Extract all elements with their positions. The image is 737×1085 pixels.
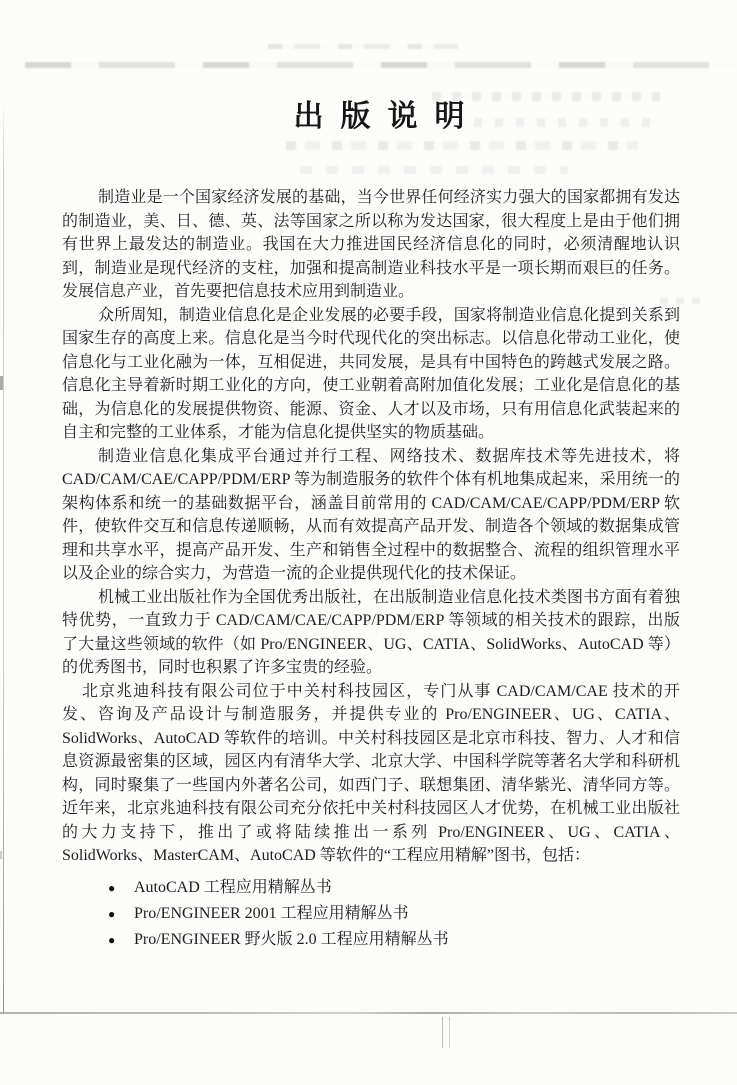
list-item <box>62 901 680 927</box>
bullet-icon: ● <box>108 906 116 921</box>
scan-speck <box>0 851 2 859</box>
bullet-icon: ● <box>108 932 116 947</box>
book-series-title: Pro/ENGINEER 野火版 2.0 工程应用精解丛书 <box>134 930 449 948</box>
book-series-list <box>62 875 680 953</box>
paragraph-publisher: 机械工业出版社作为全国优秀出版社，在出版制造业信息化技术类图书方面有着独特优势，一直致力于 CAD/CAM/CAE/CAPP/PDM/ERP 等领域的相关技术的跟踪，出版了大量这些领域的软件（如 Pro/ENGINEER、UG、CATIA、SolidWorks、AutoCAD 等）的优秀图书，同时也积累了许多宝贵的经验。 <box>62 588 680 676</box>
bleedthrough-smudge <box>300 166 568 174</box>
paragraph-manufacturing-basis: 制造业是一个国家经济发展的基础，当今世界任何经济实力强大的国家都拥有发达的制造业，美、日、德、英、法等国家之所以称为发达国家，很大程度上是由于他们拥有世界上最发达的制造业。我国在大力推进国民经济信息化的同时，必须清醒地认识到，制造业是现代经济的支柱，加强和提高制造业科技水平是一项长期而艰巨的任务。发展信息产业，首先要把信息技术应用到制造业。 <box>62 189 680 300</box>
scan-edge-left-line <box>3 100 4 1014</box>
list-item <box>62 927 680 953</box>
scan-edge-bottom-line <box>0 1012 737 1014</box>
scan-mark-vertical-2 <box>449 1017 450 1048</box>
scan-mark-vertical-1 <box>442 1017 443 1048</box>
list-item <box>62 875 680 901</box>
scan-speck <box>0 376 3 390</box>
bullet-icon: ● <box>108 880 116 895</box>
book-series-title: AutoCAD 工程应用精解丛书 <box>134 878 332 896</box>
paragraph-integration-platform: 制造业信息化集成平台通过并行工程、网络技术、数据库技术等先进技术，将 CAD/CAM/CAE/CAPP/PDM/ERP 等为制造服务的软件个体有机地集成起来，采用统一的架构体系和统一的基础数据平台，涵盖目前常用的 CAD/CAM/CAE/CAPP/PDM/ERP 软件，使软件交互和信息传递顺畅，从而有效提高产品开发、制造各个领域的数据集成管理和共享水平，提高产品开发、生产和销售全过程中的数据整合、流程的组织管理水平以及企业的综合实力，为营造一流的企业提供现代化的技术保证。 <box>62 447 680 582</box>
bleedthrough-smudge <box>268 44 458 49</box>
page-content <box>62 186 680 953</box>
paragraph-zhaodi-company: 北京兆迪科技有限公司位于中关村科技园区，专门从事 CAD/CAM/CAE 技术的开发、咨询及产品设计与制造服务，并提供专业的 Pro/ENGINEER、UG、CATIA、SolidWorks、AutoCAD 等软件的培训。中关村科技园区是北京市科技、智力、人才和信息资源最密集的区域，园区内有清华大学、北京大学、中国科学院等著名大学和科研机构，同时聚集了一些国内外著名公司，如西门子、联想集团、清华紫光、清华同方等。近年来，北京兆迪科技有限公司充分依托中关村科技园区人才优势，在机械工业出版社的大力支持下，推出了或将陆续推出一系列 Pro/ENGINEER、UG、CATIA、SolidWorks、MasterCAM、AutoCAD 等软件的“工程应用精解”图书，包括： <box>62 682 680 864</box>
bleedthrough-smudge <box>25 62 737 68</box>
book-series-title: Pro/ENGINEER 2001 工程应用精解丛书 <box>134 904 409 922</box>
page-title: 出版说明 <box>293 100 482 133</box>
paragraph-informatization: 众所周知，制造业信息化是企业发展的必要手段，国家将制造业信息化提到关系到国家生存的高度上来。信息化是当今时代现代化的突出标志。以信息化带动工业化，使信息化与工业化融为一体，互相促进，共同发展，是具有中国特色的跨越式发展之路。信息化主导着新时期工业化的方向，使工业朝着高附加值化发展；工业化是信息化的基础，为信息化的发展提供物资、能源、资金、人才以及市场，只有用信息化武装起来的自主和完整的工业体系，才能为信息化提供坚实的物质基础。 <box>62 306 680 441</box>
bleedthrough-smudge <box>286 141 638 150</box>
